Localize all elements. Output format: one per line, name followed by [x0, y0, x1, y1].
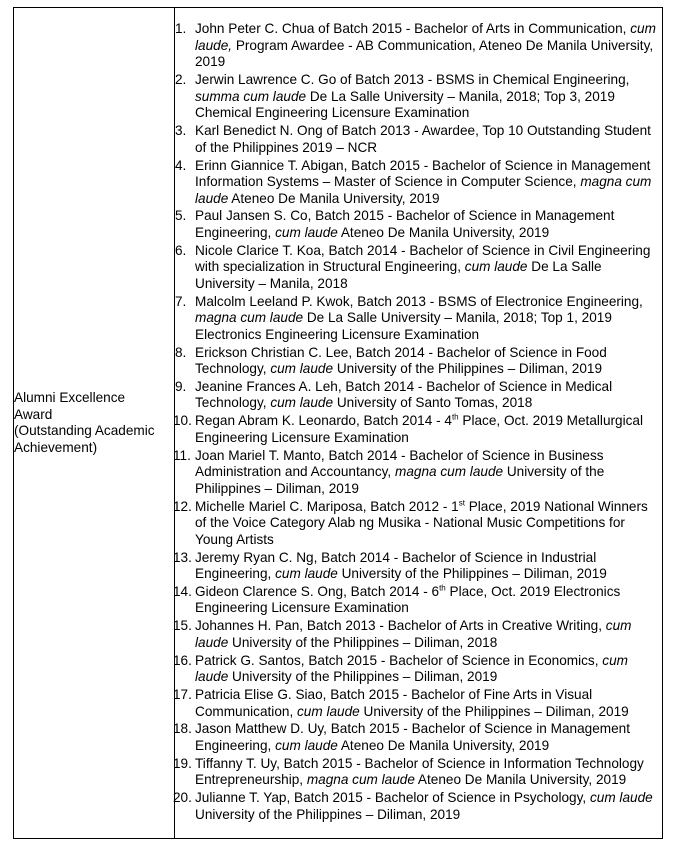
list-item: [175, 653, 662, 686]
list-item-number: 14.: [173, 583, 192, 599]
award-category-line: Alumni Excellence: [14, 390, 126, 405]
list-item-text: John Peter C. Chua of Batch 2015 - Bachelor of Arts in Communication,: [195, 21, 631, 37]
latin-honor: magna cum laude: [195, 174, 652, 206]
awardee-list: [175, 21, 662, 823]
list-item-text: Jerwin Lawrence C. Go of Batch 2013 - BSMS in Chemical Engineering,: [195, 72, 630, 88]
list-item-text: Program Awardee - AB Communication, Ateneo De Manila University, 2019: [195, 37, 654, 70]
latin-honor: cum laude: [270, 361, 334, 377]
list-item: [175, 413, 662, 446]
list-item-text: Paul Jansen S. Co, Batch 2015 - Bachelor of Science in Management Engineering,: [195, 208, 615, 240]
latin-honor: magna cum laude: [195, 310, 304, 326]
list-item: [175, 379, 662, 412]
latin-honor: magna cum laude: [306, 772, 415, 788]
list-item-text: Regan Abram K. Leonardo, Batch 2014 - 4: [195, 413, 452, 429]
list-item-text: University of the Philippines – Diliman, 2019: [195, 464, 605, 496]
list-item-number: 16.: [173, 652, 192, 668]
award-table: [13, 7, 663, 839]
list-item-text: Johannes H. Pan, Batch 2013 - Bachelor of Arts in Creative Writing,: [195, 618, 606, 634]
list-item-text: Erickson Christian C. Lee, Batch 2014 - Bachelor of Science in Food Technology,: [195, 344, 607, 377]
latin-honor: cum laude: [297, 703, 360, 719]
list-item-text: Ateneo De Manila University, 2019: [337, 737, 550, 753]
list-item-number: 20.: [173, 790, 192, 806]
list-item: [175, 21, 662, 71]
list-item: [175, 687, 662, 720]
list-item-number: 3.: [175, 123, 187, 139]
list-item: [175, 584, 662, 617]
list-item-text: Jeanine Frances A. Leh, Batch 2014 - Bachelor of Science in Medical Technology,: [195, 378, 613, 411]
latin-honor: cum laude: [275, 737, 338, 753]
list-item-text: Place, 2019 National Winners of the Voice Category Alab ng Musika - National Music Competitions for Young Artists: [195, 498, 648, 547]
latin-honor: summa cum laude: [195, 88, 307, 104]
list-item-text: Jason Matthew D. Uy, Batch 2015 - Bachelor of Science in Management Engineering,: [195, 721, 630, 753]
list-item-number: 11.: [173, 447, 191, 463]
latin-honor: cum laude,: [195, 21, 656, 53]
list-item-number: 7.: [175, 293, 187, 309]
list-item: [175, 550, 662, 583]
list-item-text: Ateneo De Manila University, 2019: [228, 190, 440, 206]
list-item-text: Karl Benedict N. Ong of Batch 2013 - Awardee, Top 10 Outstanding Student of the Philippines 2019 – NCR: [195, 123, 651, 155]
award-category-line: (Outstanding Academic: [14, 423, 155, 438]
list-item-number: 5.: [175, 208, 187, 224]
list-item-text: De La Salle University – Manila, 2018; Top 1, 2019 Electronics Engineering Licensure Examination: [195, 310, 612, 342]
list-item-number: 13.: [173, 549, 192, 565]
list-item-text: Place, Oct. 2019 Electronics Engineering Licensure Examination: [195, 583, 621, 616]
list-item-number: 18.: [173, 721, 192, 737]
list-item-text: University of the Philippines – Diliman, 2019: [333, 361, 603, 377]
list-item-text: University of Santo Tomas, 2018: [333, 395, 533, 411]
ordinal-suffix: th: [439, 583, 446, 593]
awardee-list-cell: [175, 8, 663, 839]
list-item-text: University of the Philippines – Diliman, 2018: [228, 634, 498, 650]
list-item-text: Joan Mariel T. Manto, Batch 2014 - Bachelor of Science in Business Administration and Accountancy,: [195, 447, 604, 480]
list-item-text: Jeremy Ryan C. Ng, Batch 2014 - Bachelor of Science in Industrial Engineering,: [195, 549, 597, 582]
list-item-number: 9.: [175, 378, 187, 394]
list-item-text: Malcolm Leeland P. Kwok, Batch 2013 - BSMS of Electronice Engineering,: [195, 293, 643, 309]
list-item-number: 10.: [173, 413, 192, 429]
latin-honor: magna cum laude: [395, 464, 504, 480]
award-category-cell: [14, 8, 175, 839]
list-item-text: Tiffanny T. Uy, Batch 2015 - Bachelor of Science in Information Technology Entrepreneurship,: [195, 755, 644, 788]
list-item-number: 12.: [173, 498, 192, 514]
list-item: [175, 756, 662, 789]
list-item-text: Patrick G. Santos, Batch 2015 - Bachelor of Science in Economics,: [195, 652, 603, 668]
list-item-text: Julianne T. Yap, Batch 2015 - Bachelor of Science in Psychology,: [195, 790, 590, 806]
list-item-number: 6.: [175, 242, 187, 258]
latin-honor: cum laude: [464, 259, 528, 275]
list-item-text: Nicole Clarice T. Koa, Batch 2014 - Bachelor of Science in Civil Engineering with specialization in Structural Engineering,: [195, 242, 651, 275]
list-item: [175, 243, 662, 293]
list-item: [175, 123, 662, 156]
list-item-number: 17.: [173, 687, 192, 703]
list-item-text: Erinn Giannice T. Abigan, Batch 2015 - Bachelor of Science in Management Information Systems – Master of Science in Computer Science,: [195, 157, 651, 190]
list-item-text: University of the Philippines – Diliman, 2019: [228, 669, 498, 685]
latin-honor: cum laude: [270, 395, 334, 411]
list-item-text: University of the Philippines – Diliman, 2019: [359, 703, 629, 719]
list-item: [175, 158, 662, 208]
list-item: [175, 790, 662, 823]
list-item-number: 19.: [173, 755, 192, 771]
list-item-number: 2.: [175, 72, 187, 88]
list-item: [175, 618, 662, 651]
award-category-line: Award: [14, 406, 53, 422]
list-item-text: Patricia Elise G. Siao, Batch 2015 - Bachelor of Fine Arts in Visual Communication,: [195, 687, 593, 719]
list-item-text: University of the Philippines – Diliman, 2019: [195, 806, 461, 822]
list-item-text: Ateneo De Manila University, 2019: [414, 772, 627, 788]
ordinal-suffix: st: [458, 498, 465, 508]
list-item-text: Michelle Mariel C. Mariposa, Batch 2012 - 1: [195, 498, 459, 514]
list-item-text: Ateneo De Manila University, 2019: [337, 224, 550, 240]
list-item-number: 4.: [175, 157, 187, 173]
list-item-number: 8.: [175, 344, 187, 360]
list-item: [175, 72, 662, 122]
list-item: [175, 208, 662, 241]
latin-honor: cum laude: [195, 652, 628, 685]
list-item: [175, 499, 662, 549]
list-item-text: University of the Philippines – Diliman, 2019: [337, 566, 607, 582]
list-item-text: Gideon Clarence S. Ong, Batch 2014 - 6: [195, 583, 440, 599]
latin-honor: cum laude: [195, 618, 632, 650]
list-item: [175, 345, 662, 378]
list-item: [175, 294, 662, 344]
list-item-number: 1.: [175, 21, 187, 37]
list-item: [175, 448, 662, 498]
latin-honor: cum laude: [275, 566, 338, 582]
list-item-number: 15.: [173, 618, 192, 634]
award-category-line: Achievement): [14, 439, 98, 455]
ordinal-suffix: th: [451, 412, 459, 422]
list-item: [175, 721, 662, 754]
list-item-text: Place, Oct. 2019 Metallurgical Engineering Licensure Examination: [195, 413, 643, 445]
latin-honor: cum laude: [275, 224, 338, 240]
award-row: [14, 8, 663, 839]
list-item-text: De La Salle University – Manila, 2018: [195, 259, 602, 291]
latin-honor: cum laude: [589, 790, 653, 806]
list-item-text: De La Salle University – Manila, 2018; Top 3, 2019 Chemical Engineering Licensure Examination: [195, 88, 615, 121]
